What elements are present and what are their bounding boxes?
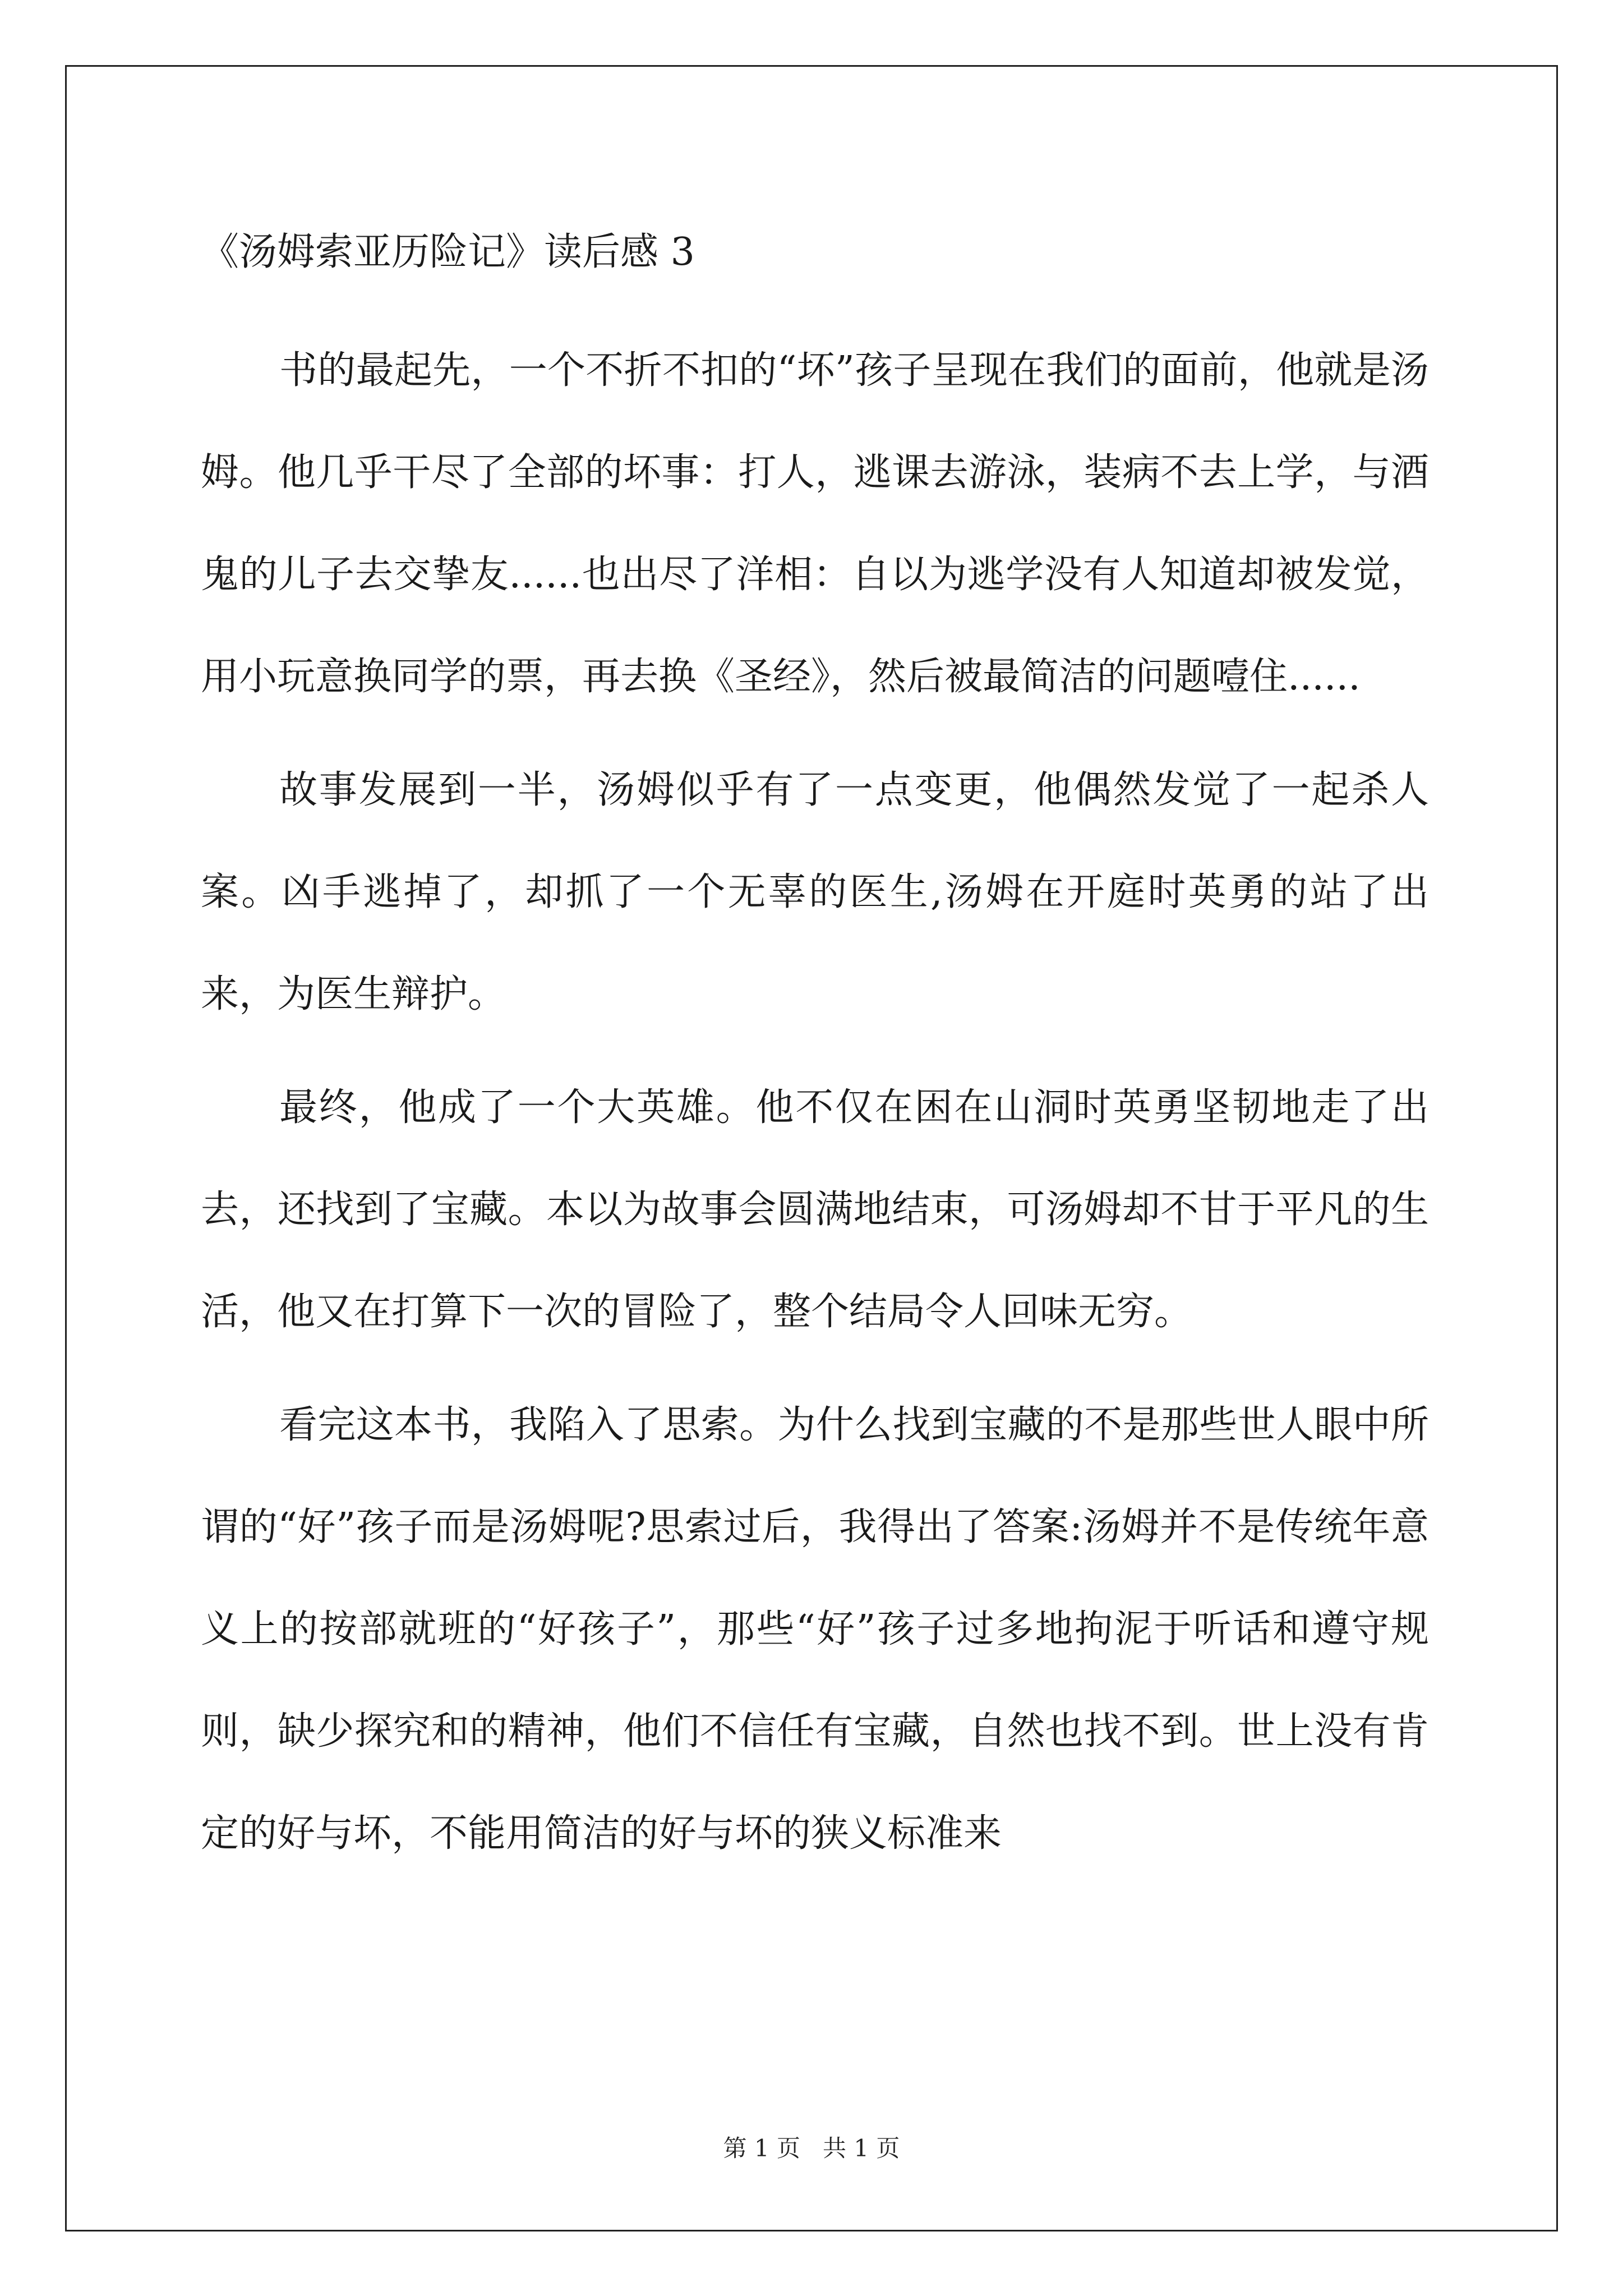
paragraph-1: 书的最起先，一个不折不扣的“坏”孩子呈现在我们的面前，他就是汤姆。他几乎干尽了全部的坏事：打人，逃课去游泳，装病不去上学，与酒鬼的儿子去交挚友......也出尽了洋相：自以为逃学没有人知道却被发觉，用小玩意换同学的票，再去换《圣经》，然后被最简洁的问题噎住...... [201,348,1429,699]
document-body [201,219,1429,1896]
document-title: 《汤姆索亚历险记》读后感 3 [201,230,695,274]
paragraph-3: 最终，他成了一个大英雄。他不仅在困在山洞时英勇坚韧地走了出去，还找到了宝藏。本以为故事会圆满地结束，可汤姆却不甘于平凡的生活，他又在打算下一次的冒险了，整个结局令人回味无穷。 [201,1085,1429,1334]
page-total: 共 1 页 [823,2134,900,2162]
page-number: 第 1 页 [723,2134,800,2162]
paragraph-4: 看完这本书，我陷入了思索。为什么找到宝藏的不是那些世人眼中所谓的“好”孩子而是汤姆呢?思索过后，我得出了答案:汤姆并不是传统年意义上的按部就班的“好孩子”，那些“好”孩子过多地拘泥于听话和遵守规则，缺少探究和的精神，他们不信任有宝藏，自然也找不到。世上没有肯定的好与坏，不能用简洁的好与坏的狭义标准来 [201,1403,1429,1856]
page-footer [0,2132,1623,2165]
paragraph-2: 故事发展到一半，汤姆似乎有了一点变更，他偶然发觉了一起杀人案。凶手逃掉了，却抓了一个无辜的医生,汤姆在开庭时英勇的站了出来，为医生辩护。 [201,768,1429,1016]
